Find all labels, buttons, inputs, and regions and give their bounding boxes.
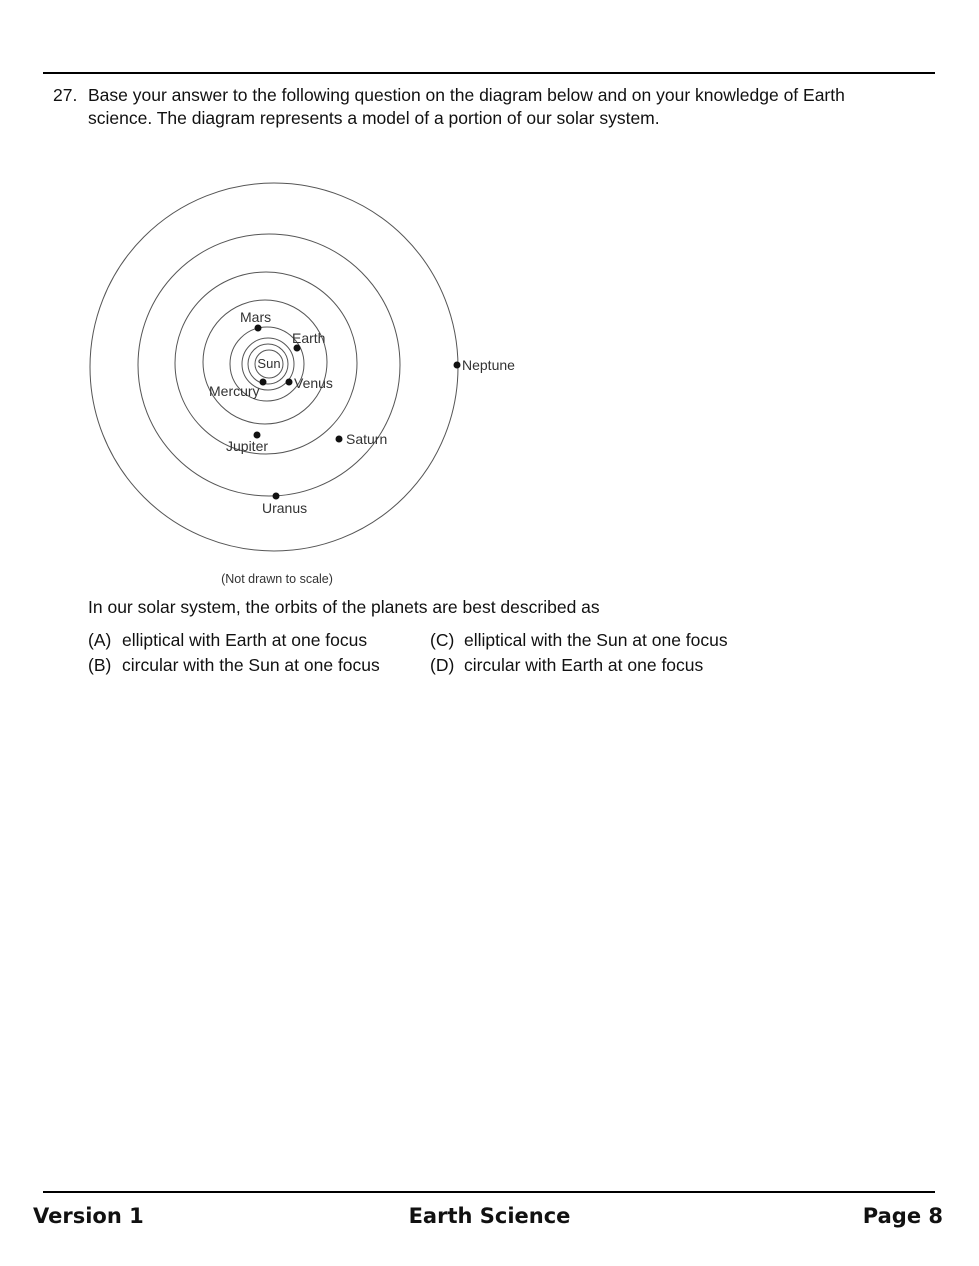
label-saturn: Saturn — [346, 431, 388, 447]
top-rule — [43, 72, 935, 74]
choice-d-text: circular with Earth at one focus — [464, 655, 704, 675]
question-text: Base your answer to the following question on the diagram below and on your knowledge of Earth science. The diagram represents a model of a portion of our solar system. — [88, 85, 845, 128]
label-earth: Earth — [292, 330, 326, 346]
label-jupiter: Jupiter — [226, 438, 269, 454]
label-sun: Sun — [257, 356, 281, 371]
planet-neptune — [454, 362, 461, 369]
label-mars: Mars — [240, 309, 272, 325]
label-venus: Venus — [294, 375, 333, 391]
planet-mercury — [260, 379, 267, 386]
question-prompt: In our solar system, the orbits of the planets are best described as — [88, 597, 600, 617]
choice-a-text: elliptical with Earth at one focus — [122, 630, 368, 650]
planet-venus — [286, 379, 293, 386]
footer-rule — [43, 1191, 935, 1193]
planet-uranus — [273, 493, 280, 500]
planet-mars — [255, 325, 262, 332]
choice-c-text: elliptical with the Sun at one focus — [464, 630, 728, 650]
label-uranus: Uranus — [262, 500, 308, 516]
choice-a[interactable] — [88, 630, 367, 651]
planet-saturn — [336, 436, 343, 443]
question-number: 27. — [53, 85, 78, 105]
choice-b-letter: (B) — [88, 655, 112, 675]
choice-c-letter: (C) — [430, 630, 455, 650]
choice-b-text: circular with the Sun at one focus — [122, 655, 380, 675]
footer-page-number: Page 8 — [862, 1204, 943, 1228]
footer-subject: Earth Science — [408, 1204, 571, 1228]
diagram-caption: (Not drawn to scale) — [221, 572, 333, 586]
label-mercury: Mercury — [209, 383, 260, 399]
choice-b[interactable] — [88, 655, 380, 676]
orbit-diagram-svg — [80, 170, 550, 590]
choice-a-letter: (A) — [88, 630, 112, 650]
solar-system-diagram — [80, 170, 550, 590]
footer-version: Version 1 — [33, 1204, 144, 1228]
choice-d-letter: (D) — [430, 655, 455, 675]
label-neptune: Neptune — [462, 357, 515, 373]
choice-d[interactable] — [430, 655, 703, 676]
choice-c[interactable] — [430, 630, 728, 651]
